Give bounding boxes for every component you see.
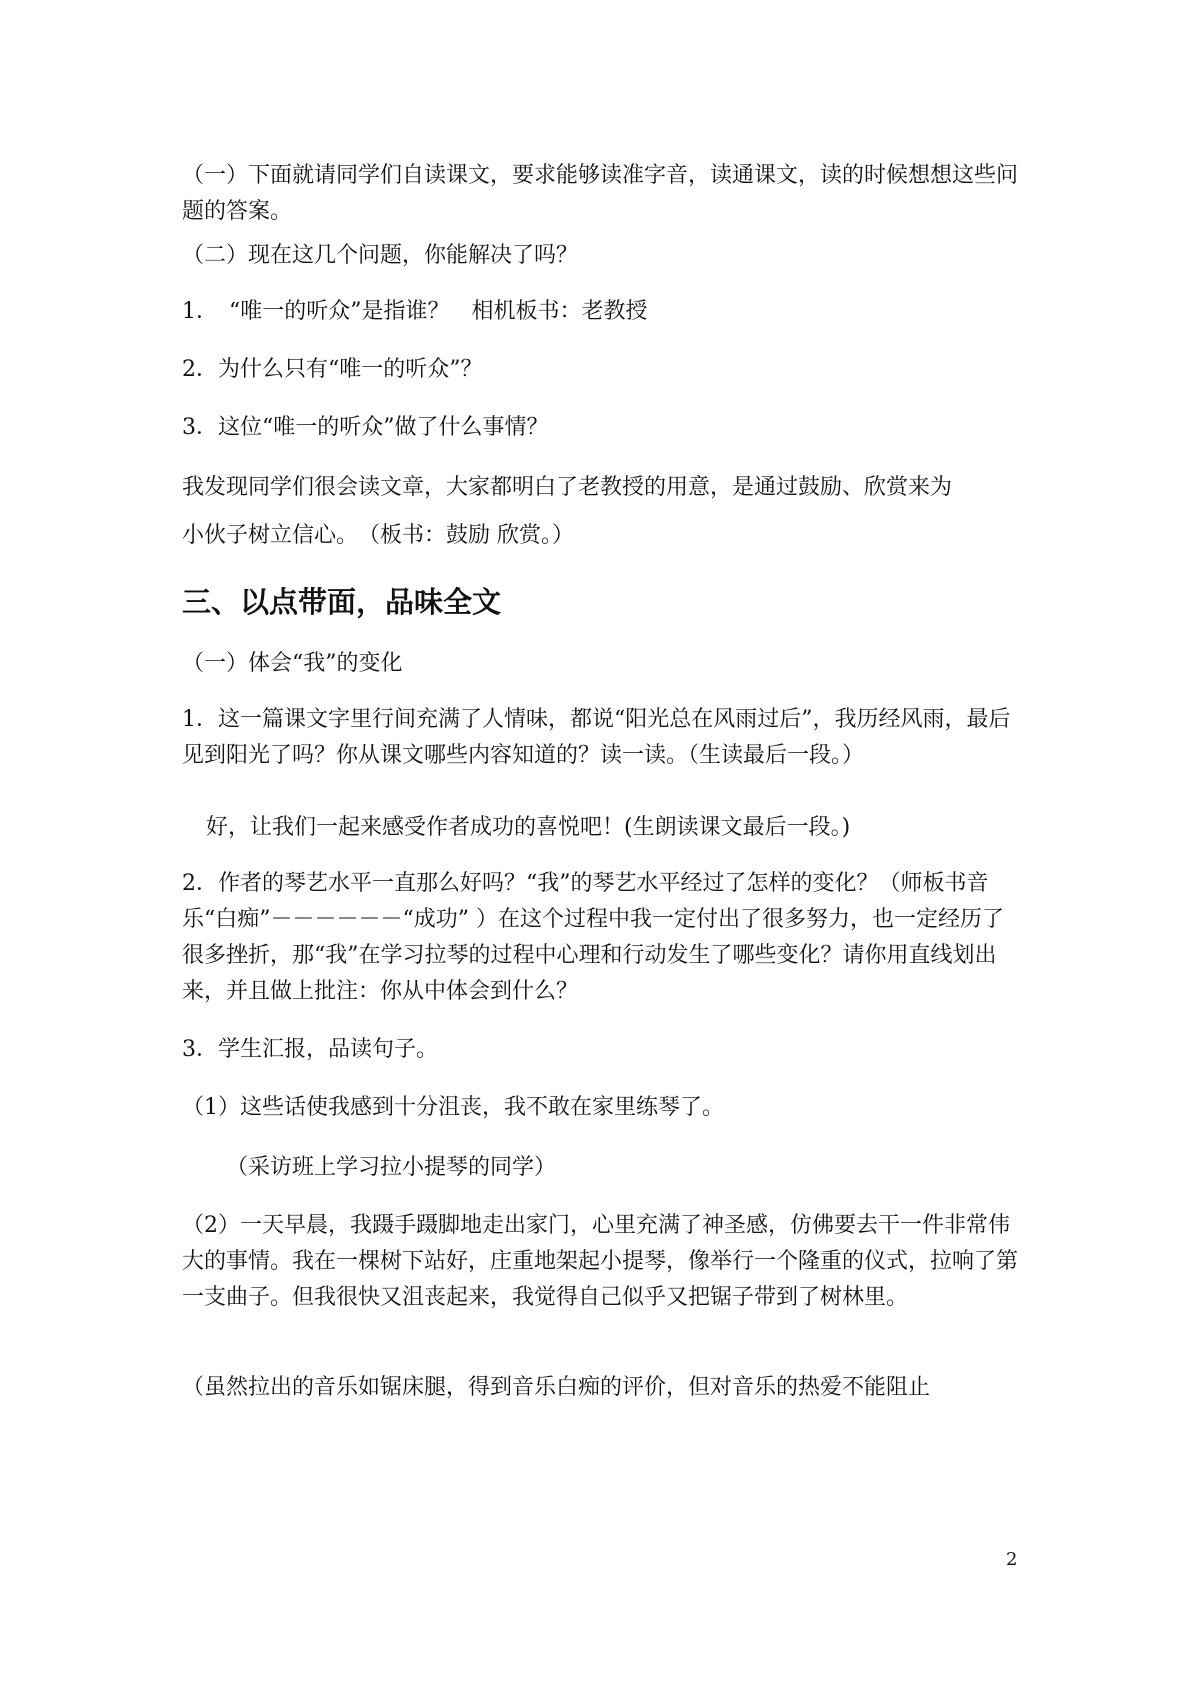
paragraph-question-2: 2．为什么只有“唯一的听众”？: [182, 357, 483, 382]
paragraph-summary-line-1: 我发现同学们很会读文章，大家都明白了老教授的用意，是通过鼓励、欣赏来为: [182, 475, 953, 500]
paragraph-sentence-1: （1）这些话使我感到十分沮丧，我不敢在家里练琴了。: [182, 1095, 724, 1120]
paragraph-item-1: 1．这一篇课文字里行间充满了人情味，都说“阳光总在风雨过后”，我历经风雨，最后见到阳光了吗？你从课文哪些内容知道的？读一读。（生读最后一段。）: [182, 707, 1011, 768]
paragraph-self-read: （一）下面就请同学们自读课文，要求能够读准字音，读通课文，读的时候想想这些问题的答案。: [182, 163, 1019, 224]
paragraph-item-3: 3．学生汇报，品读句子。: [182, 1037, 438, 1062]
paragraph-sentence-2: （2）一天早晨，我蹑手蹑脚地走出家门，心里充满了神圣感，仿佛要去干一件非常伟大的事情。我在一棵树下站好，庄重地架起小提琴，像举行一个隆重的仪式，拉响了第一支曲子。但我很快又沮丧起来，我觉得自己似乎又把锯子带到了树林里。: [182, 1213, 1019, 1310]
paragraph-interview-note: （采访班上学习拉小提琴的同学）: [226, 1155, 557, 1180]
paragraph-item-1-followup: 好，让我们一起来感受作者成功的喜悦吧！(生朗读课文最后一段。): [206, 815, 851, 840]
paragraph-question-1: 1． “唯一的听众”是指谁？ 相机板书：老教授: [182, 299, 648, 324]
paragraph-questions-intro: （二）现在这几个问题，你能解决了吗？: [182, 243, 579, 268]
paragraph-summary-line-2: 小伙子树立信心。 （板书：鼓励 欣赏。）: [182, 523, 574, 548]
paragraph-subsection-title: （一）体会“我”的变化: [182, 651, 403, 676]
paragraph-question-3: 3．这位“唯一的听众”做了什么事情？: [182, 415, 549, 440]
paragraph-item-2: 2．作者的琴艺水平一直那么好吗？“我”的琴艺水平经过了怎样的变化？（师板书音乐“白痴”－－－－－－“成功” ）在这个过程中我一定付出了很多努力，也一定经历了很多挫折，那“我”在学习拉琴的过程中心理和行动发生了哪些变化？请你用直线划出来，并且做上批注：你从中体会到什么？: [182, 871, 1004, 1004]
page-number: 2: [1006, 1549, 1018, 1570]
paragraph-analysis: （虽然拉出的音乐如锯床腿，得到音乐白痴的评价，但对音乐的热爱不能阻止: [182, 1375, 931, 1400]
section-heading: 三、以点带面，品味全文: [182, 585, 502, 619]
